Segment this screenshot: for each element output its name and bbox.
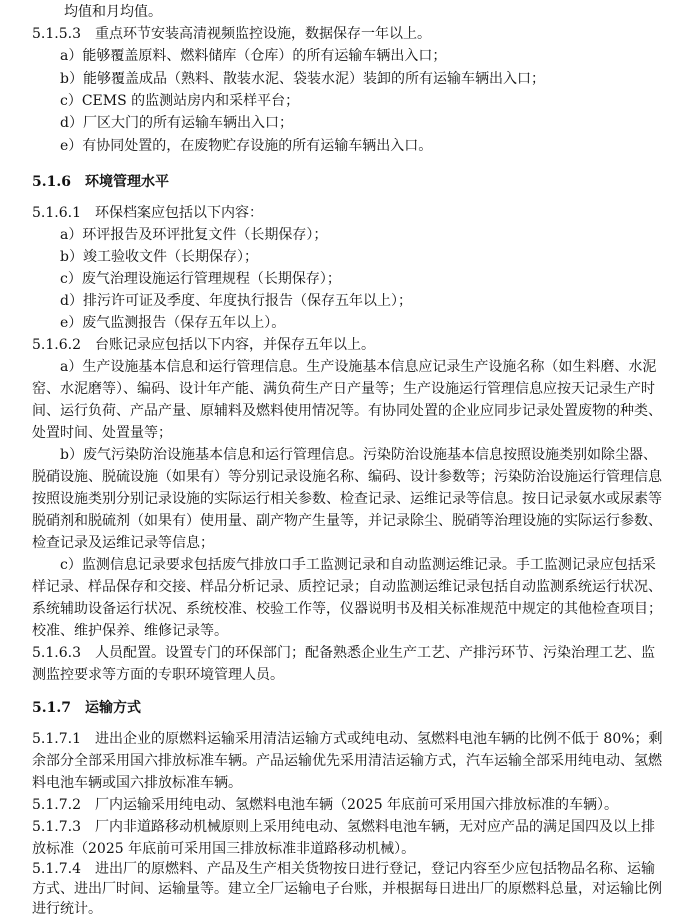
paragraph-line: 处置时间、处置量等； xyxy=(32,425,172,441)
list-item: c）CEMS 的监测站房内和采样平台； xyxy=(60,93,300,109)
paragraph-line: 进行统计。 xyxy=(32,901,102,917)
paragraph-line: 检查记录及运维记录等信息； xyxy=(32,535,214,551)
list-item: c）废气治理设施运行管理规程（长期保存）； xyxy=(60,271,341,287)
clause-5-1-7-3: 5.1.7.3 厂内非道路移动机械原则上采用纯电动、氢燃料电池车辆，无对应产品的满足国四及以上排 xyxy=(32,819,655,835)
clause-5-1-7-1: 5.1.7.1 进出企业的原燃料运输采用清洁运输方式或纯电动、氢燃料电池车辆的比例不低于 80%；剩 xyxy=(32,731,663,747)
paragraph-line: 方式、进出厂时间、运输量等。建立全厂运输电子台账，并根据每日进出厂的原燃料总量，对运输比例 xyxy=(32,881,662,897)
paragraph-line: 料电池车辆或国六排放标准车辆。 xyxy=(32,775,242,791)
list-item: d）厂区大门的所有运输车辆出入口； xyxy=(60,115,293,131)
list-item: a）环评报告及环评批复文件（长期保存）； xyxy=(60,227,328,243)
clause-5-1-6-2: 5.1.6.2 台账记录应包括以下内容，并保存五年以上。 xyxy=(32,337,375,353)
paragraph-line: 窑、水泥磨等）、编码、设计年产能、满负荷生产日产量等；生产设施运行管理信息应按天记录生产时 xyxy=(32,381,655,397)
paragraph-line: 脱硝剂和脱硫剂（如果有）使用量、副产物产生量等，并记录除尘、脱硝等治理设施的实际运行参数、 xyxy=(32,513,662,529)
section-heading-5-1-7: 5.1.7 运输方式 xyxy=(32,700,141,716)
paragraph-line: 余部分全部采用国六排放标准车辆。产品运输优先采用清洁运输方式，汽车运输全部采用纯电动、氢燃 xyxy=(32,753,662,769)
list-item: b）能够覆盖成品（熟料、散装水泥、袋装水泥）装卸的所有运输车辆出入口； xyxy=(60,71,545,87)
paragraph-line: a）生产设施基本信息和运行管理信息。生产设施基本信息应记录生产设施名称（如生料磨、水泥 xyxy=(60,359,657,375)
paragraph-line: 放标准（2025 年底前可采用国三排放标准非道路移动机械）。 xyxy=(32,841,416,857)
list-item: b）竣工验收文件（长期保存）； xyxy=(60,249,258,265)
clause-5-1-6-1: 5.1.6.1 环保档案应包括以下内容： xyxy=(32,205,263,221)
clause-5-1-7-2: 5.1.7.2 厂内运输采用纯电动、氢燃料电池车辆（2025 年底前可采用国六排放标准的车辆）。 xyxy=(32,797,619,813)
text-line: 均值和月均值。 xyxy=(64,4,162,20)
paragraph-line: c）监测信息记录要求包括废气排放口手工监测记录和自动监测运维记录。手工监测记录应包括采 xyxy=(60,557,656,573)
clause-5-1-5-3: 5.1.5.3 重点环节安装高清视频监控设施，数据保存一年以上。 xyxy=(32,26,431,42)
paragraph-line: 测监控要求等方面的专职环境管理人员。 xyxy=(32,667,284,683)
list-item: e）废气监测报告（保存五年以上）。 xyxy=(60,315,286,331)
paragraph-line: 脱硝设施、脱硫设施（如果有）等分别记录设施名称、编码、设计参数等；污染防治设施运行管理信息 xyxy=(32,469,662,485)
section-heading-5-1-6: 5.1.6 环境管理水平 xyxy=(32,174,169,190)
list-item: a）能够覆盖原料、燃料储库（仓库）的所有运输车辆出入口； xyxy=(60,48,447,64)
paragraph-line: 校准、维护保养、维修记录等。 xyxy=(32,623,228,639)
list-item: e）有协同处置的，在废物贮存设施的所有运输车辆出入口。 xyxy=(60,138,433,154)
list-item: d）排污许可证及季度、年度执行报告（保存五年以上）； xyxy=(60,293,412,309)
paragraph-line: 按照设施类别分别记录设施的实际运行相关参数、检查记录、运维记录等信息。按日记录氨水或尿素等 xyxy=(32,491,662,507)
paragraph-line: 间、运行负荷、产品产量、原辅料及燃料使用情况等。有协同处置的企业应同步记录处置废物的种类、 xyxy=(32,403,662,419)
clause-5-1-6-3: 5.1.6.3 人员配置。设置专门的环保部门；配备熟悉企业生产工艺、产排污环节、污染治理工艺、监 xyxy=(32,645,655,661)
paragraph-line: b）废气污染防治设施基本信息和运行管理信息。污染防治设施基本信息按照设施类别如除尘器、 xyxy=(60,447,657,463)
paragraph-line: 系统辅助设备运行状况、系统校准、校验工作等，仪器说明书及相关标准规范中规定的其他检查项目； xyxy=(32,601,662,617)
clause-5-1-7-4: 5.1.7.4 进出厂的原燃料、产品及生产相关货物按日进行登记，登记内容至少应包括物品名称、运输 xyxy=(32,861,655,877)
paragraph-line: 样记录、样品保存和交接、样品分析记录、质控记录；自动监测运维记录包括自动监测系统运行状况、 xyxy=(32,579,662,595)
